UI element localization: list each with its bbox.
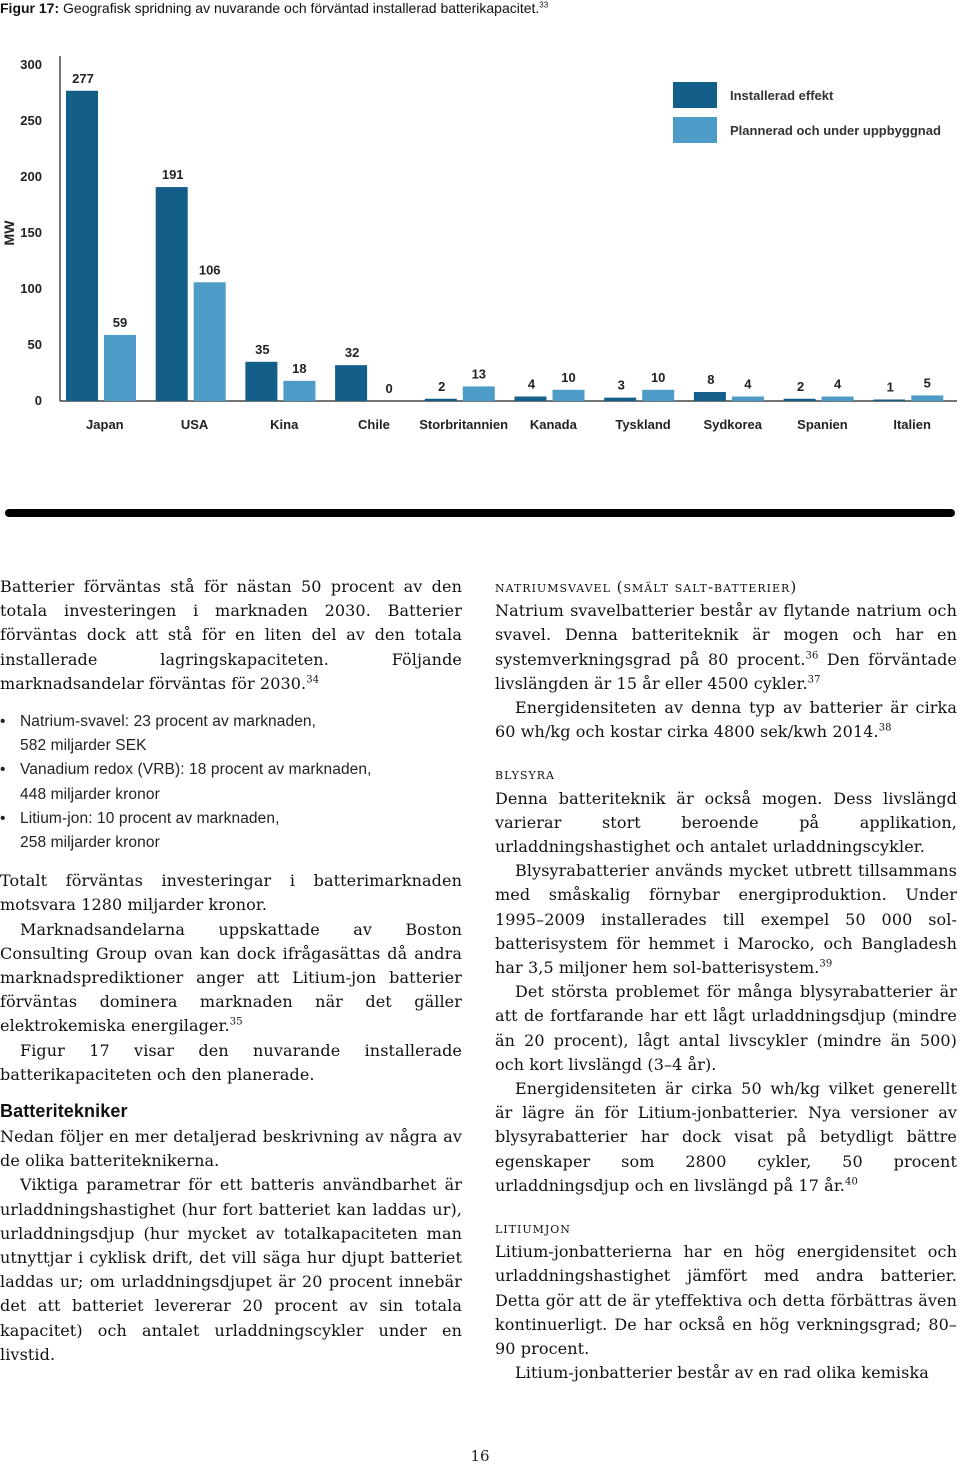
bar-installed-label: 4 (527, 376, 536, 392)
bar-planned (553, 390, 585, 401)
paragraph: Totalt förväntas investeringar i batterimarknaden motsvara 1280 miljarder kronor. (0, 871, 462, 915)
paragraph (495, 599, 957, 696)
bar-installed (604, 398, 636, 401)
x-category-label: Spanien (797, 417, 848, 432)
bar-installed (694, 392, 726, 401)
paragraph: Viktiga parametrar för ett batteris användbarhet är urladdningshastighet (hur fort batteriet kan laddas ur), urladdningsdjup (hur mycket av totalkapaciteten man utnyttjar i cyklisk drift, det vill säga hur djupt batteriet laddas ur; om urladdningsdjupet är 20 procent innebär det att batteriet levererar 20 procent av sin totala kapacitet) och antalet urladdningscykler under en livstid. (0, 1175, 462, 1364)
list-item-text: 258 miljarder kronor (20, 834, 160, 852)
paragraph: Litium-jonbatterierna har en hög energidensitet och urladdningshastighet jämfört med andra batterier. Detta gör att de är yteffektiva och detta förbättras även kontinuerligt. De har också en hög verkningsgrad; 80–90 procent. (495, 1242, 957, 1359)
paragraph-text: Blysyrabatterier används mycket utbrett tillsammans med småskalig förnybar energiproduktion. Under 1995–2009 installerades till exempel 50 000 sol-batterisystem för hemmet i Marocko, och Bangladesh har 3,5 miljoner hem sol-batterisystem. (495, 861, 957, 978)
x-category-label: Chile (358, 417, 390, 432)
list-item-lead: Litium-jon: (20, 809, 93, 827)
footnote-ref: 39 (819, 958, 833, 970)
list-item-text: 10 procent av marknaden, (92, 809, 280, 827)
bar-planned-label: 4 (833, 376, 842, 392)
paragraph: Nedan följer en mer detaljerad beskrivning av några av de olika batteriteknikerna. (0, 1127, 462, 1171)
paragraph (0, 575, 462, 696)
paragraph-text: Energidensiteten är cirka 50 wh/kg vilket generellt är lägre än för Litium-jonbatterier. Nya versioner av blysyrabatterier har dock visat på betydligt bättre egenskaper som 2800 cykler, 50 procent urladdningsdjup och en livslängd på 17 år. (495, 1079, 957, 1195)
bar-installed-label: 191 (161, 167, 184, 183)
footnote-ref: 35 (229, 1017, 243, 1029)
footnote-ref: 40 (845, 1176, 858, 1188)
footnote-ref: 34 (306, 674, 320, 686)
right-column (495, 575, 957, 1386)
footnote-ref: 38 (878, 722, 892, 734)
x-category-label: Sydkorea (703, 417, 763, 432)
paragraph-text: Batterier förväntas stå för nästan 50 procent av den totala investeringen i marknaden 2030. Batterier förväntas dock att stå för en liten del av den totala installerade lagringskapaciteten. Följande marknadsandelar förväntas för 2030. (0, 577, 462, 693)
bar-planned (463, 386, 495, 401)
bar-planned (732, 397, 764, 401)
y-tick-label: 0 (34, 393, 42, 408)
bar-installed (515, 397, 547, 401)
bar-installed-label: 32 (344, 345, 360, 361)
figure-ref: 33 (539, 0, 549, 10)
bar-planned-label: 0 (385, 381, 393, 396)
paragraph-text: Den förväntade livslängden är 15 år eller 4500 cykler. (495, 649, 957, 693)
bar-installed-label: 3 (617, 377, 625, 393)
section-divider (5, 509, 955, 517)
list-item-text: 23 procent av marknaden, (129, 713, 317, 731)
paragraph (0, 918, 462, 1039)
bar-installed-label: 1 (886, 379, 894, 395)
list-item-lead: Natrium-svavel: (20, 713, 130, 731)
legend-label-planned: Plannerad och under uppbyggnad (730, 123, 941, 138)
bar-installed (425, 399, 457, 401)
paragraph (495, 696, 957, 744)
bar-installed-label: 35 (255, 341, 270, 357)
paragraph (495, 859, 957, 980)
bar-planned-label: 13 (471, 366, 487, 382)
figure-caption (0, 0, 548, 16)
list-item-text: 18 procent av marknaden, (184, 761, 372, 779)
x-category-label: Tyskland (615, 417, 671, 432)
figure-title: Geografisk spridning av nuvarande och förväntad installerad batterikapacitet. (59, 0, 540, 16)
x-category-label: Kanada (529, 417, 577, 432)
paragraph: Figur 17 visar den nuvarande installerade batterikapaciteten och den planerade. (0, 1040, 462, 1084)
y-tick-label: 150 (20, 225, 42, 240)
bar-planned-label: 10 (561, 369, 576, 385)
x-category-label: Japan (86, 417, 124, 432)
paragraph: Det största problemet för många blysyrabatterier är att de fortfarande har ett lågt urladdningsdjup (mindre än 20 procent), lågt antal livscykler (mindre än 500) och kort livslängd (3–4 år). (495, 982, 957, 1074)
legend-swatch-planned (673, 117, 717, 143)
section-heading: Batteritekniker (0, 1101, 128, 1122)
bar-planned (642, 390, 674, 401)
list-item-text: 582 miljarder SEK (20, 737, 147, 755)
bar-planned (194, 282, 226, 401)
y-tick-label: 50 (27, 337, 42, 352)
bar-installed (245, 362, 277, 401)
paragraph-text: Natrium svavelbatterier består av flytande natrium och svavel. Denna batteriteknik är mogen och har en systemverkningsgrad på 80 procent. (495, 601, 957, 669)
footnote-ref: 36 (805, 650, 819, 662)
bar-installed-label: 8 (707, 372, 715, 388)
bar-planned (283, 381, 315, 401)
list-item (0, 807, 462, 855)
y-tick-label: 250 (20, 113, 42, 128)
list-item (0, 758, 462, 806)
left-column (0, 575, 462, 1367)
bar-planned-label: 106 (198, 262, 221, 278)
bar-planned (104, 335, 136, 401)
subsection-heading: litiumjon (495, 1219, 571, 1238)
figure-label: Figur 17: (0, 0, 60, 16)
legend-swatch-installed (673, 82, 717, 108)
footnote-ref: 37 (807, 674, 821, 686)
x-category-label: USA (180, 417, 209, 432)
bar-planned-label: 5 (923, 375, 931, 391)
subsection-heading: natriumsvavel (smält salt-batterier) (495, 578, 798, 596)
subsection-heading: blysyra (495, 765, 555, 784)
bar-installed-label: 2 (796, 378, 805, 394)
list-item-lead: Vanadium redox (VRB): (20, 761, 185, 779)
y-tick-label: 200 (20, 169, 42, 184)
bar-planned-label: 59 (112, 314, 128, 330)
market-share-list (0, 710, 462, 855)
bar-installed-label: 277 (72, 70, 94, 86)
x-category-label: Storbritannien (419, 417, 509, 432)
paragraph-text: Energidensiteten av denna typ av batterier är cirka 60 wh/kg och kostar cirka 4800 sek/kwh 2014. (495, 698, 957, 742)
paragraph (495, 1077, 957, 1198)
y-axis-label: MW (1, 220, 17, 246)
bar-planned (911, 395, 943, 401)
bar-installed (784, 399, 816, 401)
bar-chart (0, 50, 960, 450)
bar-planned-label: 10 (650, 369, 666, 385)
list-item-text: 448 miljarder kronor (20, 785, 160, 803)
y-tick-label: 100 (20, 281, 42, 296)
bar-installed (873, 400, 905, 402)
paragraph: Litium-jonbatterier består av en rad olika kemiska (515, 1363, 929, 1383)
bar-installed-label: 2 (438, 378, 446, 394)
bar-planned-label: 18 (292, 360, 307, 376)
y-tick-label: 300 (20, 57, 42, 72)
x-category-label: Italien (893, 417, 931, 432)
bar-planned-label: 4 (744, 376, 752, 392)
bar-planned (822, 397, 854, 401)
paragraph-text: Marknadsandelarna uppskattade av Boston Consulting Group ovan kan dock ifrågasättas då andra marknadsprediktioner anger att Litium-jon batterier förväntas dominera marknaden när det gäller elektrokemiska energilager. (0, 919, 462, 1036)
bar-installed (66, 91, 98, 401)
paragraph: Denna batteriteknik är också mogen. Dess livslängd varierar stort beroende på applikation, urladdningshastighet och antalet urladdningscykler. (495, 788, 957, 857)
bar-installed (335, 365, 367, 401)
bar-installed (156, 187, 188, 401)
x-category-label: Kina (270, 417, 299, 432)
page-number: 16 (470, 1447, 490, 1465)
list-item (0, 710, 462, 758)
legend-label-installed: Installerad effekt (730, 88, 834, 103)
